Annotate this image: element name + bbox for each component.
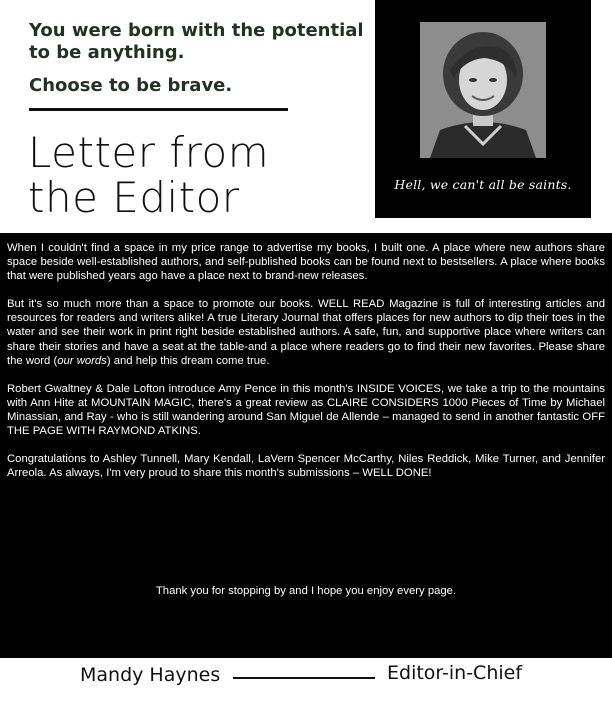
- brave-line: Choose to be brave.: [29, 75, 233, 96]
- header: [0, 0, 612, 233]
- divider-rule: [29, 108, 288, 111]
- page-title: [28, 130, 358, 220]
- tagline: You were born with the potential to be anything.: [29, 20, 364, 63]
- letter-panel: [0, 233, 612, 658]
- p2-text-b: ) and help this dream come true.: [106, 354, 270, 367]
- p2-emphasis: our words: [57, 354, 107, 367]
- footer-rule: [233, 677, 375, 679]
- title-line-1: Letter from: [28, 128, 270, 177]
- editor-role: Editor-in-Chief: [387, 662, 523, 684]
- title-line-2: the Editor: [28, 173, 240, 222]
- thank-you-line: Thank you for stopping by and I hope you enjoy every page.: [155, 585, 457, 597]
- portrait-illustration: [420, 22, 546, 158]
- letter-paragraph-3: Robert Gwaltney & Dale Lofton introduce Amy Pence in this month's INSIDE VOICES, we take a trip to the mountains with Ann Hite at MOUNTAIN MAGIC, there's a great review as CLAIRE CONSIDERS 1000 Pieces of Time by Michael Minassian, and Ray - who is still wandering around San Miguel de Allende – managed to send in another fantastic OFF THE PAGE WITH RAYMOND ATKINS.: [7, 382, 605, 438]
- editor-photo-box: [375, 0, 591, 218]
- letter-paragraph-4: Congratulations to Ashley Tunnell, Mary Kendall, LaVern Spencer McCarthy, Niles Reddick, Mike Turner, and Jennifer Arreola. As always, I'm very proud to share this month's submissions – WELL DONE!: [7, 453, 605, 480]
- editor-name: Mandy Haynes: [80, 664, 221, 686]
- letter-paragraph-2: [7, 297, 605, 367]
- footer: [0, 658, 612, 717]
- letter-paragraph-1: When I couldn't find a space in my price range to advertise my books, I built one. A place where new authors share space beside well-established authors, and self-published books can be found next to bestsellers. A place where books that were published years ago have a place next to brand-new releases.: [7, 242, 605, 283]
- p2-text-a: But it's so much more than a space to promote our books. WELL READ Magazine is full of interesting articles and resources for readers and writers alike! A true Literary Journal that offers places for new authors to dip their toes in the water and see their work in print right beside established authors. A safe, fun, and supportive place where writers can share their stories and have a seat at the table-and a place where readers go to find their new favorites. Please share the word (: [7, 298, 605, 367]
- editor-portrait: [420, 22, 546, 158]
- photo-caption: Hell, we can't all be saints.: [394, 177, 572, 192]
- letter-body: [7, 241, 605, 494]
